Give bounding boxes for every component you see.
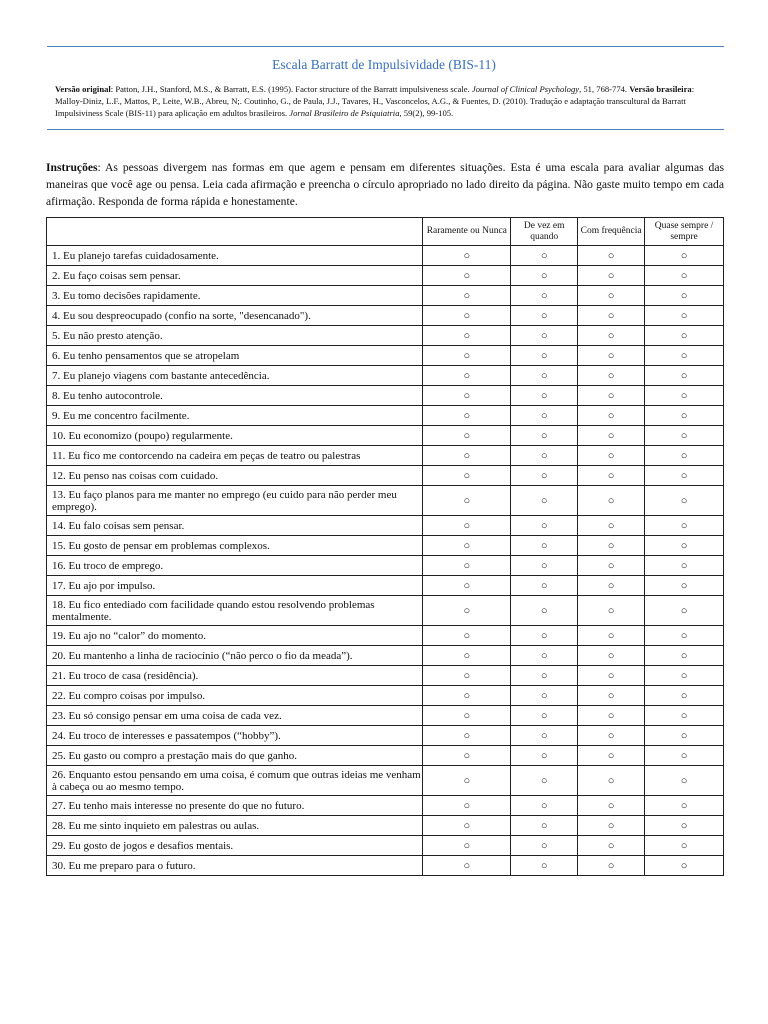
table-row bbox=[47, 836, 724, 856]
response-radio[interactable]: ○ bbox=[423, 386, 511, 406]
table-row bbox=[47, 816, 724, 836]
response-radio[interactable]: ○ bbox=[511, 686, 578, 706]
response-radio[interactable]: ○ bbox=[423, 666, 511, 686]
response-radio[interactable]: ○ bbox=[578, 726, 645, 746]
response-radio[interactable]: ○ bbox=[578, 556, 645, 576]
response-radio[interactable]: ○ bbox=[423, 816, 511, 836]
response-radio[interactable]: ○ bbox=[578, 596, 645, 626]
item-statement: 25. Eu gasto ou compro a prestação mais do que ganho. bbox=[47, 746, 423, 766]
item-statement: 6. Eu tenho pensamentos que se atropelam bbox=[47, 346, 423, 366]
item-statement: 10. Eu economizo (poupo) regularmente. bbox=[47, 426, 423, 446]
item-statement: 13. Eu faço planos para me manter no emprego (eu cuido para não perder meu emprego). bbox=[47, 486, 423, 516]
table-row bbox=[47, 346, 724, 366]
response-radio[interactable]: ○ bbox=[578, 646, 645, 666]
item-statement: 14. Eu falo coisas sem pensar. bbox=[47, 516, 423, 536]
item-statement: 1. Eu planejo tarefas cuidadosamente. bbox=[47, 246, 423, 266]
response-radio[interactable]: ○ bbox=[578, 836, 645, 856]
response-radio[interactable]: ○ bbox=[423, 266, 511, 286]
response-radio[interactable]: ○ bbox=[578, 486, 645, 516]
item-statement: 30. Eu me preparo para o futuro. bbox=[47, 856, 423, 876]
response-radio[interactable]: ○ bbox=[511, 816, 578, 836]
item-statement: 19. Eu ajo no “calor” do momento. bbox=[47, 626, 423, 646]
response-radio[interactable]: ○ bbox=[578, 686, 645, 706]
table-row bbox=[47, 646, 724, 666]
item-statement: 26. Enquanto estou pensando em uma coisa, é comum que outras ideias me venham à cabeça ou ao mesmo tempo. bbox=[47, 766, 423, 796]
item-statement: 15. Eu gosto de pensar em problemas complexos. bbox=[47, 536, 423, 556]
item-statement: 22. Eu compro coisas por impulso. bbox=[47, 686, 423, 706]
response-radio[interactable]: ○ bbox=[511, 306, 578, 326]
response-radio[interactable]: ○ bbox=[578, 426, 645, 446]
table-row bbox=[47, 306, 724, 326]
response-radio[interactable]: ○ bbox=[645, 466, 724, 486]
response-radio[interactable]: ○ bbox=[578, 366, 645, 386]
original-version-text: : Patton, J.H., Stanford, M.S., & Barratt, E.S. (1995). Factor structure of the Barratt impulsiveness scale. bbox=[110, 84, 472, 94]
response-radio[interactable]: ○ bbox=[423, 796, 511, 816]
table-row bbox=[47, 446, 724, 466]
table-row bbox=[47, 386, 724, 406]
table-row bbox=[47, 726, 724, 746]
response-radio[interactable]: ○ bbox=[578, 286, 645, 306]
original-version-label: Versão original bbox=[55, 84, 111, 94]
response-radio[interactable]: ○ bbox=[511, 746, 578, 766]
response-radio[interactable]: ○ bbox=[645, 646, 724, 666]
response-radio[interactable]: ○ bbox=[511, 516, 578, 536]
response-radio[interactable]: ○ bbox=[578, 516, 645, 536]
response-radio[interactable]: ○ bbox=[645, 746, 724, 766]
table-row bbox=[47, 746, 724, 766]
response-radio[interactable]: ○ bbox=[423, 836, 511, 856]
response-radio[interactable]: ○ bbox=[578, 466, 645, 486]
table-row bbox=[47, 366, 724, 386]
item-statement: 24. Eu troco de interesses e passatempos (“hobby”). bbox=[47, 726, 423, 746]
response-radio[interactable]: ○ bbox=[578, 346, 645, 366]
item-statement: 9. Eu me concentro facilmente. bbox=[47, 406, 423, 426]
header-often: Com frequência bbox=[578, 218, 645, 246]
response-radio[interactable]: ○ bbox=[511, 766, 578, 796]
item-statement: 21. Eu troco de casa (residência). bbox=[47, 666, 423, 686]
item-statement: 28. Eu me sinto inquieto em palestras ou aulas. bbox=[47, 816, 423, 836]
document-title: Escala Barratt de Impulsividade (BIS-11) bbox=[272, 57, 496, 72]
original-version-journal: Journal of Clinical Psychology bbox=[471, 84, 580, 94]
table-row bbox=[47, 246, 724, 266]
response-radio[interactable]: ○ bbox=[423, 486, 511, 516]
item-statement: 4. Eu sou despreocupado (confio na sorte, "desencanado"). bbox=[47, 306, 423, 326]
response-radio[interactable]: ○ bbox=[511, 446, 578, 466]
brazilian-version-journal: Jornal Brasileiro de Psiquiatria bbox=[289, 108, 400, 118]
item-statement: 3. Eu tomo decisões rapidamente. bbox=[47, 286, 423, 306]
response-radio[interactable]: ○ bbox=[511, 326, 578, 346]
response-radio[interactable]: ○ bbox=[423, 856, 511, 876]
scale-table bbox=[46, 217, 724, 876]
response-radio[interactable]: ○ bbox=[511, 726, 578, 746]
response-radio[interactable]: ○ bbox=[423, 406, 511, 426]
response-radio[interactable]: ○ bbox=[645, 766, 724, 796]
item-statement: 2. Eu faço coisas sem pensar. bbox=[47, 266, 423, 286]
response-radio[interactable]: ○ bbox=[511, 466, 578, 486]
response-radio[interactable]: ○ bbox=[578, 666, 645, 686]
response-radio[interactable]: ○ bbox=[423, 706, 511, 726]
table-row bbox=[47, 406, 724, 426]
instructions bbox=[46, 159, 724, 210]
response-radio[interactable]: ○ bbox=[578, 746, 645, 766]
response-radio[interactable]: ○ bbox=[511, 576, 578, 596]
response-radio[interactable]: ○ bbox=[645, 536, 724, 556]
table-row bbox=[47, 426, 724, 446]
response-radio[interactable]: ○ bbox=[423, 346, 511, 366]
response-radio[interactable]: ○ bbox=[511, 836, 578, 856]
brazilian-version-label: Versão brasileira bbox=[629, 84, 692, 94]
response-radio[interactable]: ○ bbox=[645, 576, 724, 596]
response-radio[interactable]: ○ bbox=[645, 686, 724, 706]
response-radio[interactable]: ○ bbox=[645, 556, 724, 576]
response-radio[interactable]: ○ bbox=[645, 486, 724, 516]
response-radio[interactable]: ○ bbox=[645, 426, 724, 446]
response-radio[interactable]: ○ bbox=[578, 406, 645, 426]
item-statement: 12. Eu penso nas coisas com cuidado. bbox=[47, 466, 423, 486]
response-radio[interactable]: ○ bbox=[578, 386, 645, 406]
table-row bbox=[47, 326, 724, 346]
response-radio[interactable]: ○ bbox=[578, 576, 645, 596]
response-radio[interactable]: ○ bbox=[423, 746, 511, 766]
item-statement: 17. Eu ajo por impulso. bbox=[47, 576, 423, 596]
response-radio[interactable]: ○ bbox=[423, 246, 511, 266]
response-radio[interactable]: ○ bbox=[423, 556, 511, 576]
response-radio[interactable]: ○ bbox=[511, 386, 578, 406]
response-radio[interactable]: ○ bbox=[423, 426, 511, 446]
references bbox=[55, 83, 717, 119]
response-radio[interactable]: ○ bbox=[423, 326, 511, 346]
response-radio[interactable]: ○ bbox=[645, 446, 724, 466]
response-radio[interactable]: ○ bbox=[423, 626, 511, 646]
response-radio[interactable]: ○ bbox=[511, 706, 578, 726]
item-statement: 5. Eu não presto atenção. bbox=[47, 326, 423, 346]
brazilian-version-text: : Malloy-Diniz, L.F., Mattos, P., Leite, W.B., Abreu, N;. Coutinho, G., de Paula, J.J., Tavares, H., Vasconcelos, A.G., & Fuentes, D. (2010). Tradução e adaptação transcultural da Barratt Impulsiviness Scale (BIS-11) para aplicação em adultos brasileiros. bbox=[55, 84, 695, 118]
response-radio[interactable]: ○ bbox=[511, 426, 578, 446]
response-radio[interactable]: ○ bbox=[423, 726, 511, 746]
response-radio[interactable]: ○ bbox=[511, 266, 578, 286]
response-radio[interactable]: ○ bbox=[511, 626, 578, 646]
response-radio[interactable]: ○ bbox=[645, 516, 724, 536]
response-radio[interactable]: ○ bbox=[511, 556, 578, 576]
response-radio[interactable]: ○ bbox=[423, 536, 511, 556]
response-radio[interactable]: ○ bbox=[511, 666, 578, 686]
response-radio[interactable]: ○ bbox=[645, 796, 724, 816]
table-row bbox=[47, 556, 724, 576]
response-radio[interactable]: ○ bbox=[511, 346, 578, 366]
table-row bbox=[47, 286, 724, 306]
response-radio[interactable]: ○ bbox=[645, 856, 724, 876]
instructions-label: Instruções bbox=[46, 161, 98, 174]
response-radio[interactable]: ○ bbox=[423, 686, 511, 706]
table-row bbox=[47, 856, 724, 876]
response-radio[interactable]: ○ bbox=[423, 766, 511, 796]
response-radio[interactable]: ○ bbox=[511, 596, 578, 626]
response-radio[interactable]: ○ bbox=[511, 536, 578, 556]
response-radio[interactable]: ○ bbox=[645, 386, 724, 406]
table-row bbox=[47, 466, 724, 486]
table-row bbox=[47, 666, 724, 686]
header-almost-always: Quase sempre / sempre bbox=[645, 218, 724, 246]
response-radio[interactable]: ○ bbox=[578, 766, 645, 796]
response-radio[interactable]: ○ bbox=[423, 596, 511, 626]
item-statement: 7. Eu planejo viagens com bastante antecedência. bbox=[47, 366, 423, 386]
item-statement: 11. Eu fico me contorcendo na cadeira em peças de teatro ou palestras bbox=[47, 446, 423, 466]
response-radio[interactable]: ○ bbox=[645, 406, 724, 426]
response-radio[interactable]: ○ bbox=[423, 286, 511, 306]
item-statement: 20. Eu mantenho a linha de raciocínio (“não perco o fio da meada”). bbox=[47, 646, 423, 666]
bottom-divider bbox=[47, 129, 724, 130]
response-radio[interactable]: ○ bbox=[645, 596, 724, 626]
table-row bbox=[47, 796, 724, 816]
response-radio[interactable]: ○ bbox=[645, 346, 724, 366]
instructions-text: : As pessoas divergem nas formas em que agem e pensam em diferentes situações. Esta é uma escala para avaliar algumas das maneiras que você age ou pensa. Leia cada afirmação e preencha o círculo apropriado no lado direito da página. Não gaste muito tempo em cada afirmação. Responda de forma rápida e honestamente. bbox=[46, 161, 724, 208]
table-row bbox=[47, 486, 724, 516]
response-radio[interactable]: ○ bbox=[645, 366, 724, 386]
item-statement: 23. Eu só consigo pensar em uma coisa de cada vez. bbox=[47, 706, 423, 726]
response-radio[interactable]: ○ bbox=[511, 796, 578, 816]
table-row bbox=[47, 576, 724, 596]
brazilian-version-tail: , 59(2), 99-105. bbox=[399, 108, 454, 118]
original-version-tail: , 51, 768-774. bbox=[579, 84, 630, 94]
item-statement: 16. Eu troco de emprego. bbox=[47, 556, 423, 576]
response-radio[interactable]: ○ bbox=[578, 326, 645, 346]
response-radio[interactable]: ○ bbox=[511, 406, 578, 426]
response-radio[interactable]: ○ bbox=[511, 366, 578, 386]
response-radio[interactable]: ○ bbox=[578, 816, 645, 836]
table-row bbox=[47, 516, 724, 536]
response-radio[interactable]: ○ bbox=[645, 816, 724, 836]
response-radio[interactable]: ○ bbox=[578, 536, 645, 556]
table-header-row bbox=[47, 218, 724, 246]
response-radio[interactable]: ○ bbox=[423, 466, 511, 486]
response-radio[interactable]: ○ bbox=[578, 246, 645, 266]
item-statement: 8. Eu tenho autocontrole. bbox=[47, 386, 423, 406]
response-radio[interactable]: ○ bbox=[511, 646, 578, 666]
response-radio[interactable]: ○ bbox=[578, 706, 645, 726]
response-radio[interactable]: ○ bbox=[423, 366, 511, 386]
response-radio[interactable]: ○ bbox=[423, 306, 511, 326]
table-row bbox=[47, 596, 724, 626]
response-radio[interactable]: ○ bbox=[645, 306, 724, 326]
response-radio[interactable]: ○ bbox=[645, 286, 724, 306]
response-radio[interactable]: ○ bbox=[511, 486, 578, 516]
response-radio[interactable]: ○ bbox=[645, 246, 724, 266]
response-radio[interactable]: ○ bbox=[578, 306, 645, 326]
response-radio[interactable]: ○ bbox=[423, 516, 511, 536]
header-sometimes: De vez em quando bbox=[511, 218, 578, 246]
header-rarely-never: Raramente ou Nunca bbox=[423, 218, 511, 246]
response-radio[interactable]: ○ bbox=[645, 626, 724, 646]
response-radio[interactable]: ○ bbox=[511, 246, 578, 266]
table-row bbox=[47, 536, 724, 556]
response-radio[interactable]: ○ bbox=[423, 646, 511, 666]
response-radio[interactable]: ○ bbox=[645, 266, 724, 286]
item-statement: 27. Eu tenho mais interesse no presente do que no futuro. bbox=[47, 796, 423, 816]
response-radio[interactable]: ○ bbox=[578, 266, 645, 286]
header-item-column bbox=[47, 218, 423, 246]
table-row bbox=[47, 706, 724, 726]
response-radio[interactable]: ○ bbox=[578, 626, 645, 646]
response-radio[interactable]: ○ bbox=[423, 576, 511, 596]
table-row bbox=[47, 266, 724, 286]
response-radio[interactable]: ○ bbox=[645, 666, 724, 686]
response-radio[interactable]: ○ bbox=[511, 286, 578, 306]
response-radio[interactable]: ○ bbox=[578, 856, 645, 876]
item-statement: 29. Eu gosto de jogos e desafios mentais. bbox=[47, 836, 423, 856]
items-body bbox=[47, 246, 724, 876]
response-radio[interactable]: ○ bbox=[645, 326, 724, 346]
response-radio[interactable]: ○ bbox=[423, 446, 511, 466]
response-radio[interactable]: ○ bbox=[645, 706, 724, 726]
top-divider bbox=[47, 46, 724, 47]
response-radio[interactable]: ○ bbox=[578, 446, 645, 466]
response-radio[interactable]: ○ bbox=[645, 726, 724, 746]
table-row bbox=[47, 626, 724, 646]
table-row bbox=[47, 766, 724, 796]
response-radio[interactable]: ○ bbox=[511, 856, 578, 876]
table-row bbox=[47, 686, 724, 706]
item-statement: 18. Eu fico entediado com facilidade quando estou resolvendo problemas mentalmente. bbox=[47, 596, 423, 626]
response-radio[interactable]: ○ bbox=[645, 836, 724, 856]
response-radio[interactable]: ○ bbox=[578, 796, 645, 816]
